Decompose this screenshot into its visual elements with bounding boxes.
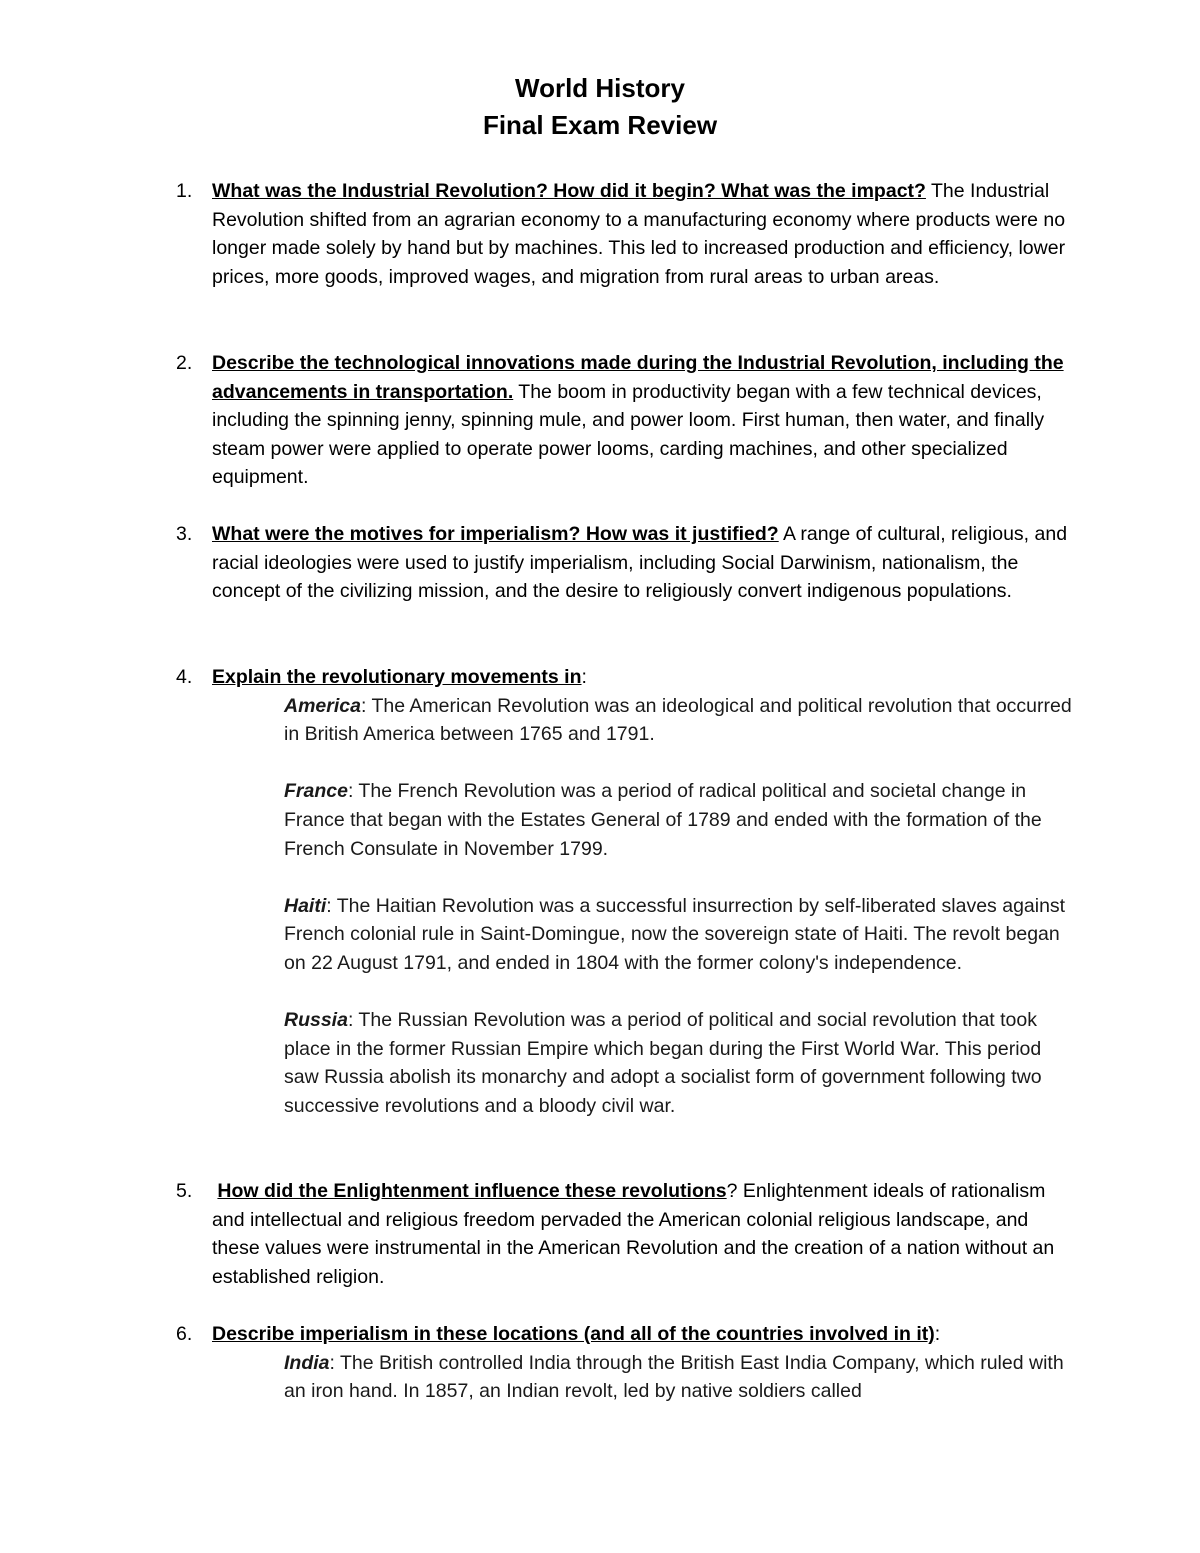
subitem-haiti — [284, 892, 1076, 978]
subitem-text: : The American Revolution was an ideological and political revolution that occurred in British America between 1765 and 1791. — [284, 694, 1072, 746]
question-text: Explain the revolutionary movements in — [212, 666, 582, 688]
subitem-text: : The British controlled India through the British East India Company, which ruled with an iron hand. In 1857, an Indian revolt, led by native soldiers called — [284, 1351, 1064, 1403]
question-number: 2. — [176, 352, 193, 374]
question-item-1 — [176, 177, 1076, 291]
question-text: What were the motives for imperialism? How was it justified? — [212, 523, 779, 545]
question-number: 4. — [176, 666, 193, 688]
answer-text: A range of cultural, religious, and racial ideologies were used to justify imperialism, including Social Darwinism, nationalism, the concept of the civilizing mission, and the desire to religiously convert indigenous populations. — [212, 523, 1068, 603]
question-item-2 — [176, 349, 1076, 492]
document-subtitle: Final Exam Review — [482, 110, 718, 140]
document-title: World History — [515, 73, 685, 103]
subitem-text: : The French Revolution was a period of radical political and societal change in France that began with the Estates General of 1789 and ended with the formation of the French Consulate in November 1799. — [284, 780, 1042, 860]
question-item-3 — [176, 520, 1076, 606]
question-suffix: : — [581, 666, 587, 688]
question-text: Describe imperialism in these locations (and all of the countries involved in it) — [212, 1323, 935, 1345]
answer-text: The Industrial Revolution shifted from an agrarian economy to a manufacturing economy where products were no longer made solely by hand but by machines. This led to increased production and efficiency, lower prices, more goods, improved wages, and migration from rural areas to urban areas. — [212, 180, 1066, 288]
subitem-text: : The Haitian Revolution was a successful insurrection by self-liberated slaves against French colonial rule in Saint-Domingue, now the sovereign state of Haiti. The revolt began on 22 August 1791, and ended in 1804 with the former colony's independence. — [284, 894, 1066, 974]
question-text: What was the Industrial Revolution? How did it begin? What was the impact? — [212, 180, 926, 202]
question-item-5 — [176, 1177, 1076, 1291]
subitem-term: America — [284, 694, 361, 717]
subitem-text: : The Russian Revolution was a period of political and social revolution that took place in the former Russian Empire which began during the First World War. This period saw Russia abolish its monarchy and adopt a socialist form of government following two successive revolutions and a bloody civil war. — [284, 1009, 1042, 1117]
question-text: How did the Enlightenment influence these revolutions — [217, 1180, 727, 1202]
question-number: 5. — [176, 1180, 193, 1202]
question-item-4 — [176, 663, 1076, 1121]
subitem-term: Haiti — [284, 894, 327, 917]
subitem-india — [284, 1349, 1076, 1406]
subitem-america — [284, 692, 1076, 749]
question-item-6 — [176, 1320, 1076, 1406]
answer-text: The boom in productivity began with a few technical devices, including the spinning jenny, spinning mule, and power loom. First human, then water, and finally steam power were applied to operate power looms, carding machines, and other specialized equipment. — [212, 380, 1045, 489]
subitem-term: Russia — [284, 1009, 348, 1032]
question-suffix: : — [934, 1323, 941, 1345]
question-number: 6. — [176, 1323, 193, 1345]
question-number: 1. — [176, 180, 193, 202]
subitem-russia — [284, 1006, 1076, 1120]
answer-text: ? Enlightenment ideals of rationalism and intellectual and religious freedom pervaded the American colonial religious landscape, and these values were instrumental in the American Revolution and the creation of a nation without an established religion. — [212, 1180, 1055, 1288]
question-number: 3. — [176, 523, 193, 545]
subitem-term: India — [284, 1351, 330, 1374]
subitem-france — [284, 777, 1076, 863]
question-text: Describe the technological innovations made during the Industrial Revolution, including the advancements in transportation. — [212, 352, 1064, 403]
subitem-term: France — [284, 780, 348, 803]
